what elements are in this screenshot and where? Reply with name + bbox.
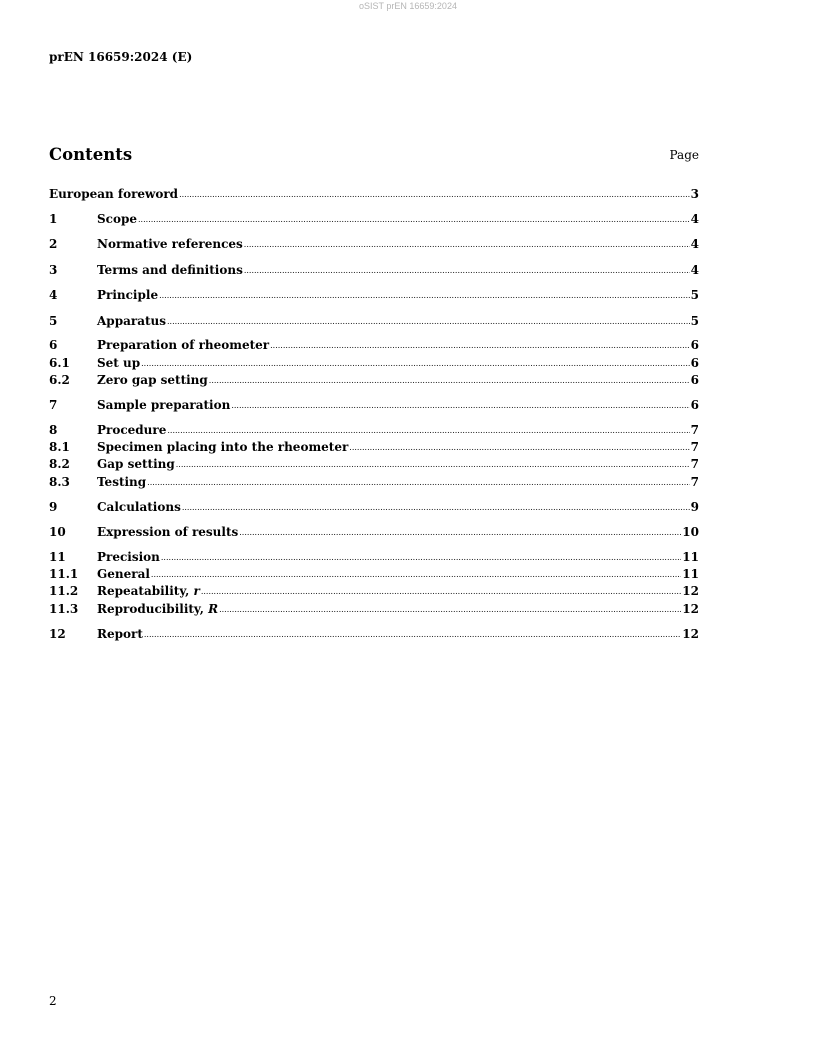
toc-entry-page: 6 <box>690 338 699 352</box>
toc-entry-title-text: Preparation of rheometer <box>97 338 270 352</box>
toc-dot-leader <box>144 627 681 642</box>
document-id-header: prEN 16659:2024 (E) <box>49 50 193 64</box>
toc-entry-title <box>97 423 166 438</box>
toc-entry-number: 3 <box>49 263 58 277</box>
toc-entry-title-text: Normative references <box>97 237 243 251</box>
toc-entry-title <box>97 627 143 642</box>
toc-dot-leader <box>159 288 690 303</box>
toc-entry-title-text: Principle <box>97 288 159 302</box>
toc-entry[interactable] <box>49 440 699 455</box>
toc-dot-leader <box>141 356 690 371</box>
toc-dot-leader <box>179 187 690 202</box>
toc-entry[interactable] <box>49 457 699 472</box>
toc-entry-number: 12 <box>49 627 66 641</box>
toc-entry[interactable] <box>49 500 699 515</box>
toc-entry-title <box>97 398 230 413</box>
toc-entry-page: 6 <box>690 356 699 370</box>
toc-entry-page: 9 <box>690 500 699 514</box>
toc-entry-title-text: Testing <box>97 475 147 489</box>
toc-entry-title <box>97 550 160 565</box>
toc-dot-leader <box>244 237 690 252</box>
toc-dot-leader <box>349 440 689 455</box>
toc-dot-leader <box>161 550 681 565</box>
toc-entry-title-symbol: R <box>208 602 219 616</box>
toc-entry-page: 7 <box>690 475 699 489</box>
toc-dot-leader <box>138 212 690 227</box>
toc-entry-title-text: Repeatability, <box>97 584 194 598</box>
toc-entry-number: 1 <box>49 212 58 226</box>
toc-entry[interactable] <box>49 338 699 353</box>
toc-entry[interactable] <box>49 373 699 388</box>
page-number: 2 <box>49 994 57 1008</box>
toc-entry-title <box>97 338 269 353</box>
toc-entry-title-symbol: r <box>193 584 200 598</box>
toc-entry-title-text: Calculations <box>97 500 181 514</box>
toc-entry-page: 7 <box>690 423 699 437</box>
toc-entry-page: 4 <box>690 263 699 277</box>
toc-entry-title-text: Gap setting <box>97 457 175 471</box>
toc-entry[interactable] <box>49 212 699 227</box>
toc-entry-title <box>97 314 166 329</box>
toc-entry-title-text: Reproducibility, <box>97 602 209 616</box>
toc-entry-title <box>97 440 348 455</box>
toc-dot-leader <box>176 457 690 472</box>
toc-dot-leader <box>239 525 681 540</box>
toc-entry-title-text: Expression of results <box>97 525 239 539</box>
toc-entry-page: 12 <box>682 602 699 616</box>
toc-entry-title <box>97 475 146 490</box>
watermark: oSIST prEN 16659:2024 <box>359 1 457 11</box>
toc-entry-page: 7 <box>690 440 699 454</box>
toc-entry-number: 11.3 <box>49 602 79 616</box>
toc-entry[interactable] <box>49 584 699 599</box>
toc-entry[interactable] <box>49 187 699 202</box>
toc-entry[interactable] <box>49 567 699 582</box>
toc-entry-number: 8.1 <box>49 440 70 454</box>
toc-entry-page: 5 <box>690 288 699 302</box>
toc-entry-page: 5 <box>690 314 699 328</box>
toc-entry[interactable] <box>49 550 699 565</box>
toc-entry-title-text: European foreword <box>49 187 179 201</box>
toc-entry-title-text: Terms and definitions <box>97 263 243 277</box>
toc-entry-number: 8.2 <box>49 457 70 471</box>
toc-dot-leader <box>209 373 690 388</box>
toc-entry[interactable] <box>49 627 699 642</box>
toc-entry-title-text: Apparatus <box>97 314 166 328</box>
toc-entry-number: 8 <box>49 423 58 437</box>
toc-entry[interactable] <box>49 237 699 252</box>
toc-entry-number: 11.1 <box>49 567 79 581</box>
toc-entry[interactable] <box>49 423 699 438</box>
toc-dot-leader <box>219 602 681 617</box>
toc-dot-leader <box>244 263 690 278</box>
toc-entry-page: 3 <box>690 187 699 201</box>
toc-dot-leader <box>151 567 681 582</box>
toc-dot-leader <box>167 314 690 329</box>
toc-entry[interactable] <box>49 356 699 371</box>
toc-entry[interactable] <box>49 398 699 413</box>
toc-entry-title <box>97 373 208 388</box>
toc-dot-leader <box>270 338 690 353</box>
toc-entry-title <box>97 602 218 617</box>
toc-entry-title-text: General <box>97 567 150 581</box>
toc-entry-title <box>49 187 178 202</box>
page-column-label: Page <box>669 148 699 162</box>
toc-entry-title <box>97 356 140 371</box>
toc-entry-title-text: Sample preparation <box>97 398 231 412</box>
toc-entry-title <box>97 212 137 227</box>
toc-dot-leader <box>201 584 681 599</box>
toc-entry-title-text: Precision <box>97 550 160 564</box>
toc-dot-leader <box>231 398 689 413</box>
toc-entry-page: 4 <box>690 212 699 226</box>
toc-entry-title <box>97 584 200 599</box>
toc-entry[interactable] <box>49 314 699 329</box>
toc-entry-title <box>97 567 150 582</box>
toc-entry-number: 6.2 <box>49 373 70 387</box>
toc-entry-number: 2 <box>49 237 58 251</box>
toc-entry-page: 11 <box>682 567 699 581</box>
toc-entry-title <box>97 288 158 303</box>
toc-entry[interactable] <box>49 525 699 540</box>
toc-entry-title-text: Set up <box>97 356 141 370</box>
toc-entry-page: 10 <box>682 525 699 539</box>
toc-entry-title-text: Scope <box>97 212 138 226</box>
toc-entry[interactable] <box>49 263 699 278</box>
toc-entry[interactable] <box>49 602 699 617</box>
toc-entry-title <box>97 500 181 515</box>
toc-entry[interactable] <box>49 475 699 490</box>
toc-entry-title-text: Procedure <box>97 423 167 437</box>
toc-entry-page: 6 <box>690 398 699 412</box>
toc-entry-number: 6 <box>49 338 58 352</box>
toc-entry-page: 12 <box>682 627 699 641</box>
toc-entry-number: 11 <box>49 550 66 564</box>
toc-entry-page: 11 <box>682 550 699 564</box>
toc-entry-title-text: Specimen placing into the rheometer <box>97 440 349 454</box>
toc-entry-number: 5 <box>49 314 58 328</box>
toc-entry-page: 12 <box>682 584 699 598</box>
toc-entry-page: 7 <box>690 457 699 471</box>
toc-dot-leader <box>167 423 689 438</box>
toc-entry-title <box>97 237 243 252</box>
toc-entry-title-text: Report <box>97 627 143 641</box>
toc-entry[interactable] <box>49 288 699 303</box>
toc-entry-title <box>97 457 175 472</box>
toc-entry-number: 9 <box>49 500 58 514</box>
toc-entry-title <box>97 525 238 540</box>
toc-entry-number: 10 <box>49 525 66 539</box>
toc-entry-page: 6 <box>690 373 699 387</box>
toc-dot-leader <box>147 475 689 490</box>
toc-entry-title-text: Zero gap setting <box>97 373 208 387</box>
toc-dot-leader <box>182 500 690 515</box>
toc-entry-page: 4 <box>690 237 699 251</box>
toc-entry-number: 6.1 <box>49 356 70 370</box>
toc-entry-number: 4 <box>49 288 58 302</box>
toc-entry-number: 11.2 <box>49 584 79 598</box>
toc-entry-number: 8.3 <box>49 475 70 489</box>
toc-entry-number: 7 <box>49 398 58 412</box>
toc-entry-title <box>97 263 243 278</box>
contents-heading: Contents <box>49 145 133 164</box>
